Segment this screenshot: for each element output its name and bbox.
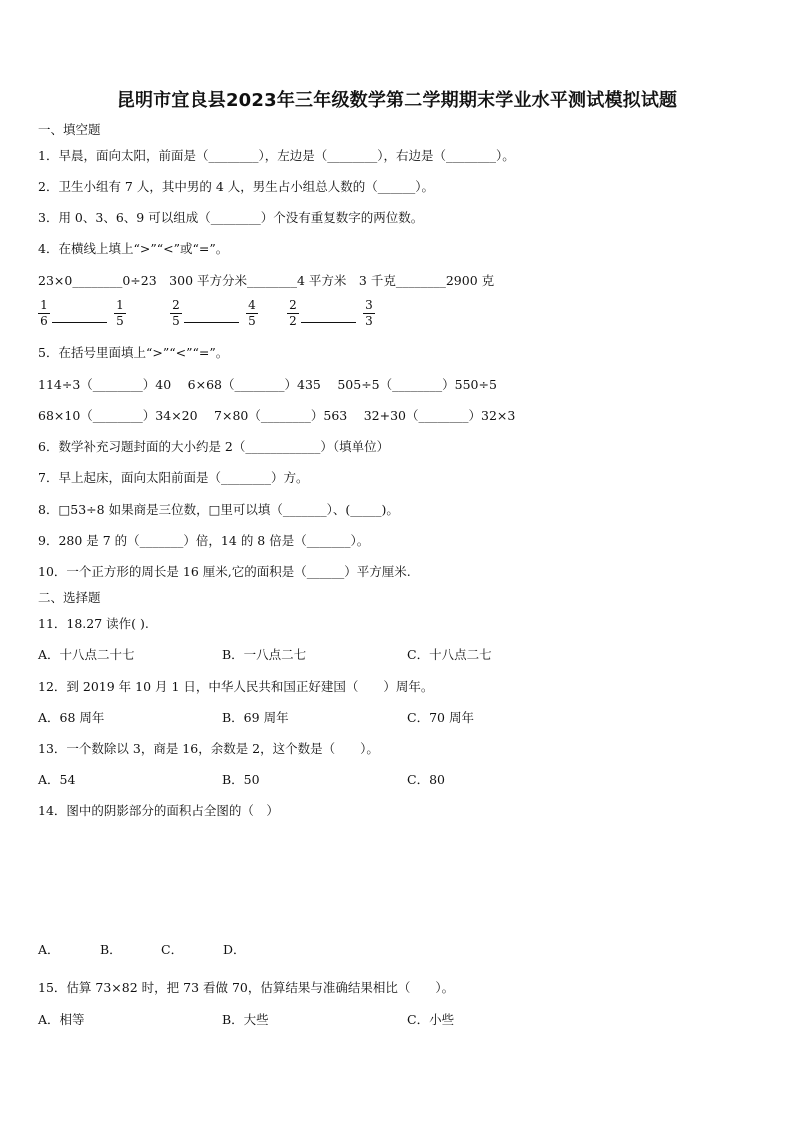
denominator: 6 [40, 314, 48, 328]
answer-blank[interactable] [301, 322, 356, 323]
section-heading-choice: 二、选择题 [38, 590, 101, 605]
numerator: 1 [40, 298, 48, 312]
answer-blank[interactable] [52, 322, 107, 323]
fraction [114, 299, 126, 328]
question-4-line-1: 23×0________0÷23 300 平方分米________4 平方米 3 千克________2900 克 [38, 273, 495, 288]
question-13: 13．一个数除以 3，商是 16，余数是 2，这个数是（ ）。 [38, 741, 379, 756]
numerator: 3 [365, 298, 373, 312]
option-c[interactable]: C．80 [407, 772, 445, 787]
question-7: 7．早上起床，面向太阳前面是（________）方。 [38, 470, 309, 485]
option-c[interactable]: C．十八点二七 [407, 647, 492, 662]
fraction [38, 299, 50, 328]
option-a[interactable]: A．54 [38, 772, 76, 787]
option-b[interactable]: B． [100, 942, 122, 957]
numerator: 4 [248, 298, 256, 312]
question-14: 14．图中的阴影部分的面积占全图的（ ） [38, 803, 279, 818]
section-heading-fill-in: 一、填空题 [38, 122, 101, 137]
option-b[interactable]: B．50 [222, 772, 260, 787]
option-a[interactable]: A．十八点二十七 [38, 647, 135, 662]
page-title: 昆明市宜良县2023年三年级数学第二学期期末学业水平测试模拟试题 [116, 90, 678, 111]
option-c[interactable]: C． [161, 942, 184, 957]
fraction [246, 299, 258, 328]
answer-blank[interactable] [184, 322, 239, 323]
denominator: 5 [248, 314, 256, 328]
option-a[interactable]: A． [38, 942, 60, 957]
question-12: 12．到 2019 年 10 月 1 日，中华人民共和国正好建国（ ）周年。 [38, 679, 434, 694]
fraction [287, 299, 299, 328]
question-4: 4．在横线上填上“>”“<”或“=”。 [38, 241, 229, 256]
question-5: 5．在括号里面填上“>”“<”“=”。 [38, 345, 229, 360]
option-a[interactable]: A．68 周年 [38, 710, 105, 725]
option-c[interactable]: C．小些 [407, 1012, 455, 1027]
numerator: 1 [116, 298, 124, 312]
question-11: 11．18.27 读作( ). [38, 616, 149, 631]
option-b[interactable]: B．大些 [222, 1012, 269, 1027]
numerator: 2 [289, 298, 297, 312]
numerator: 2 [172, 298, 180, 312]
question-3: 3．用 0、3、6、9 可以组成（________）个没有重复数字的两位数。 [38, 210, 424, 225]
question-10: 10．一个正方形的周长是 16 厘米,它的面积是（______）平方厘米. [38, 564, 411, 579]
option-d[interactable]: D． [223, 942, 246, 957]
denominator: 5 [116, 314, 124, 328]
question-2: 2．卫生小组有 7 人，其中男的 4 人，男生占小组总人数的（______）。 [38, 179, 435, 194]
denominator: 3 [365, 314, 373, 328]
question-6: 6．数学补充习题封面的大小约是 2（____________）（填单位） [38, 439, 390, 454]
question-15: 15．估算 73×82 时，把 73 看做 70，估算结果与准确结果相比（ ）。 [38, 980, 455, 995]
option-c[interactable]: C．70 周年 [407, 710, 474, 725]
option-b[interactable]: B．一八点二七 [222, 647, 307, 662]
fraction [363, 299, 375, 328]
question-5-line-2: 68×10（________）34×20 7×80（________）563 32+30（________）32×3 [38, 408, 516, 423]
fraction [170, 299, 182, 328]
question-9: 9．280 是 7 的（_______）倍，14 的 8 倍是（_______）。 [38, 533, 370, 548]
option-b[interactable]: B．69 周年 [222, 710, 289, 725]
denominator: 2 [289, 314, 297, 328]
question-1: 1．早晨，面向太阳，前面是（________），左边是（________），右边是（________）。 [38, 148, 515, 163]
question-5-line-1: 114÷3（________）40 6×68（________）435 505÷5（________）550÷5 [38, 377, 497, 392]
question-8: 8．□53÷8 如果商是三位数，□里可以填（_______）、(_____)。 [38, 502, 399, 517]
option-a[interactable]: A．相等 [38, 1012, 85, 1027]
denominator: 5 [172, 314, 180, 328]
